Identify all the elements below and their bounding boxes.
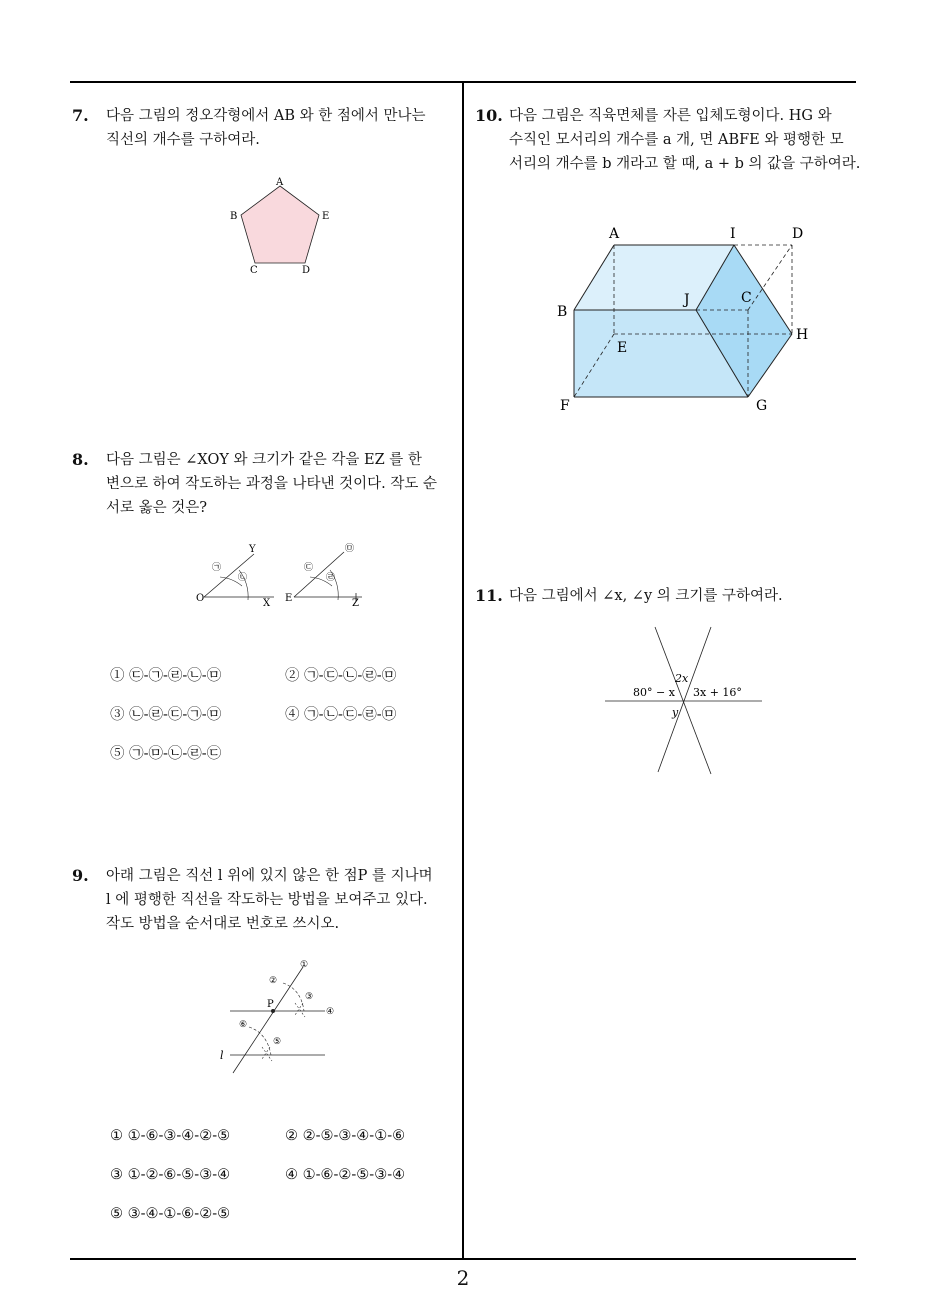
q8-choice-2[interactable]: ② ㉠-㉢-㉡-㉣-㉤ — [285, 668, 397, 684]
mark-4: ㉣ — [326, 573, 336, 583]
question-line: 다음 그림에서 ∠x, ∠y 의 크기를 구하여라. — [509, 588, 783, 604]
question-line: 서로 옳은 것은? — [106, 500, 208, 516]
vertex-g: G — [756, 398, 768, 414]
question-text — [509, 584, 783, 608]
line-up-right — [658, 627, 711, 772]
question-number: 10. — [475, 106, 503, 125]
question-9 — [72, 864, 457, 944]
step-5: ⑤ — [273, 1037, 282, 1047]
mark-2: ㉡ — [238, 573, 248, 583]
angle-label-left: 80° − x — [633, 686, 675, 699]
arc-cross-upper — [295, 1003, 305, 1017]
question-number: 8. — [72, 450, 89, 469]
question-line: 서리의 개수를 b 개라고 할 때, a + b 의 값을 구하여라. — [509, 156, 861, 172]
question-line: 다음 그림은 ∠XOY 와 크기가 같은 각을 EZ 를 한 — [106, 452, 422, 468]
label-o: O — [196, 593, 205, 604]
vertex-label-c: C — [250, 265, 258, 276]
question-number: 9. — [72, 866, 89, 885]
q9-choice-2[interactable]: ② ②-⑤-③-④-①-⑥ — [285, 1128, 406, 1144]
q9-choice-1[interactable]: ① ①-⑥-③-④-②-⑤ — [110, 1128, 231, 1144]
question-text — [509, 104, 860, 176]
vertex-e: E — [617, 340, 628, 356]
question-line: 아래 그림은 직선 l 위에 있지 않은 한 점P 를 지나며 — [106, 868, 433, 884]
question-7 — [72, 104, 457, 164]
label-e: E — [285, 593, 293, 604]
question-11 — [475, 584, 865, 614]
bottom-rule — [70, 1258, 856, 1260]
question-line: 작도 방법을 순서대로 번호로 쓰시오. — [106, 916, 340, 932]
q8-choice-1[interactable]: ① ㉢-㉠-㉣-㉡-㉤ — [110, 668, 222, 684]
question-text — [106, 448, 437, 520]
label-y: Y — [249, 544, 256, 555]
step-1: ① — [300, 960, 309, 970]
question-line: l 에 평행한 직선을 작도하는 방법을 보여주고 있다. — [106, 892, 428, 908]
arc-upper — [283, 983, 304, 1011]
vertex-c: C — [741, 290, 752, 306]
arc-cross-lower — [262, 1047, 272, 1061]
pentagon-figure — [225, 175, 335, 280]
angle-label-bottom: y — [672, 706, 679, 719]
label-p: P — [267, 999, 274, 1010]
question-line: 다음 그림은 직육면체를 자른 입체도형이다. HG 와 — [509, 108, 832, 124]
question-line: 변으로 하여 작도하는 과정을 나타낸 것이다. 작도 순 — [106, 476, 438, 492]
ray-e-new — [294, 552, 344, 597]
mark-3: ㉢ — [304, 563, 314, 573]
question-line: 다음 그림의 정오각형에서 AB 와 한 점에서 만나는 — [106, 108, 426, 124]
mark-1: ㉠ — [212, 563, 222, 573]
question-number: 7. — [72, 106, 89, 125]
parallel-construction-figure — [215, 955, 345, 1080]
vertex-a: A — [609, 226, 620, 242]
q8-choice-3[interactable]: ③ ㉡-㉣-㉢-㉠-㉤ — [110, 707, 222, 723]
step-3: ③ — [305, 992, 314, 1002]
question-10 — [475, 104, 865, 184]
question-text — [106, 104, 426, 152]
label-x: X — [263, 598, 271, 609]
label-l: l — [220, 1049, 224, 1062]
regular-pentagon — [241, 186, 319, 263]
question-line: 수직인 모서리의 개수를 a 개, 면 ABFE 와 평행한 모 — [509, 132, 844, 148]
question-number: 11. — [475, 586, 503, 605]
q9-choice-5[interactable]: ⑤ ③-④-①-⑥-②-⑤ — [110, 1206, 231, 1222]
vertex-label-a: A — [276, 177, 284, 188]
question-line: 직선의 개수를 구하여라. — [106, 132, 260, 148]
page-number: 2 — [456, 1266, 470, 1290]
vertex-i: I — [730, 226, 736, 242]
question-text — [106, 864, 433, 936]
vertex-h: H — [796, 327, 809, 343]
step-4: ④ — [326, 1007, 335, 1017]
q8-choice-5[interactable]: ⑤ ㉠-㉤-㉡-㉣-㉢ — [110, 746, 222, 762]
vertex-label-d: D — [302, 265, 311, 276]
angle-label-right: 3x + 16° — [693, 686, 742, 699]
vertex-d: D — [792, 226, 804, 242]
vertex-b: B — [557, 304, 568, 320]
vertex-j: J — [684, 292, 690, 308]
angle-label-top: 2x — [675, 672, 689, 685]
label-z: Z — [352, 598, 359, 609]
vertex-label-b: B — [230, 211, 238, 222]
q9-choice-4[interactable]: ④ ①-⑥-②-⑤-③-④ — [285, 1167, 406, 1183]
question-8 — [72, 448, 457, 528]
vertex-label-e: E — [322, 211, 330, 222]
intersecting-lines-figure — [600, 622, 770, 782]
angle-construction-figure — [192, 540, 382, 610]
vertex-f: F — [560, 398, 570, 414]
q9-choice-3[interactable]: ③ ①-②-⑥-⑤-③-④ — [110, 1167, 231, 1183]
column-divider — [462, 81, 464, 1259]
step-6: ⑥ — [239, 1020, 248, 1030]
q8-choice-4[interactable]: ④ ㉠-㉡-㉢-㉣-㉤ — [285, 707, 397, 723]
step-2: ② — [269, 976, 278, 986]
cut-cuboid-figure — [550, 220, 820, 420]
mark-5: ㉤ — [345, 544, 355, 554]
